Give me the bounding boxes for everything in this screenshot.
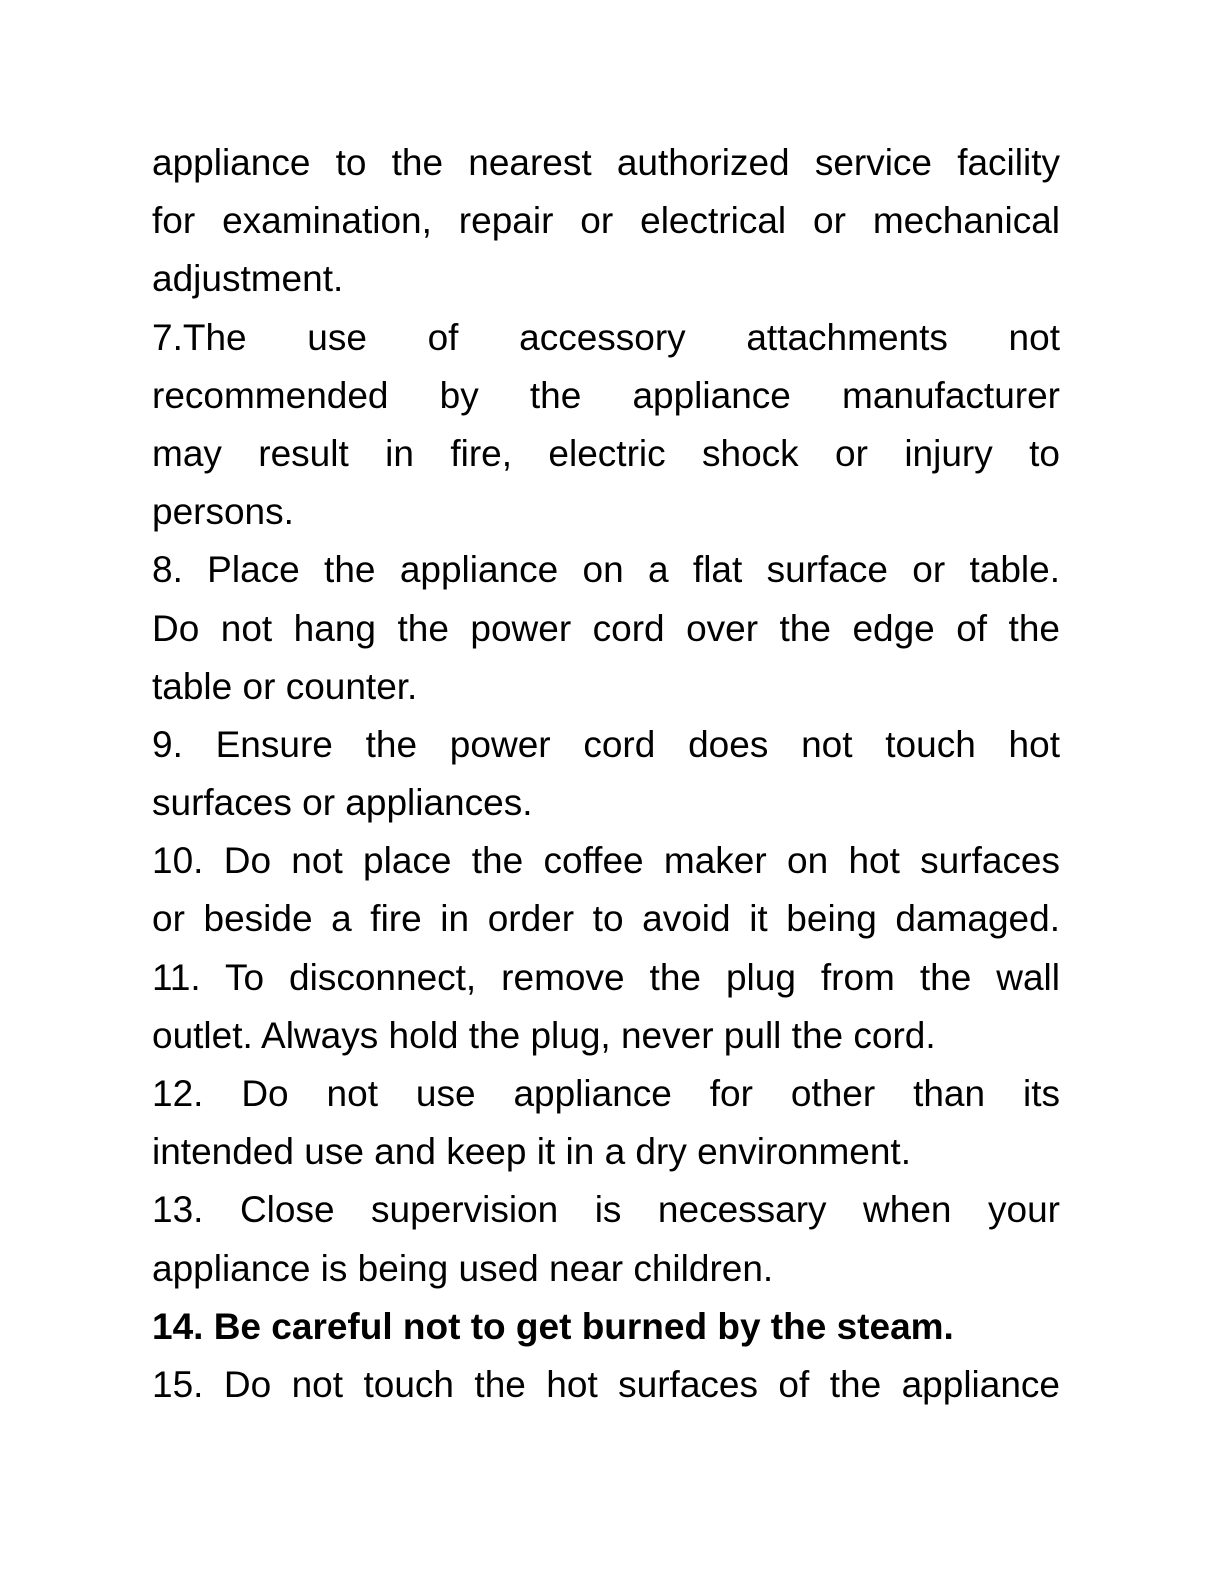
text-line: for examination, repair or electrical or mechanical <box>152 200 1060 242</box>
text-line: appliance is being used near children. <box>152 1247 774 1289</box>
text-line: Do not hang the power cord over the edge of the <box>152 607 1060 649</box>
text-line: 7.The use of accessory attachments not <box>152 316 1060 358</box>
text-line: 12. Do not use appliance for other than its <box>152 1073 1060 1114</box>
text-line: 11. To disconnect, remove the plug from the wall <box>152 956 1060 998</box>
text-line: 15. Do not touch the hot surfaces of the appliance <box>152 1363 1060 1405</box>
text-line: 8. Place the appliance on a flat surface or table. <box>152 549 1060 591</box>
text-line: table or counter. <box>152 665 418 707</box>
warning-line: 14. Be careful not to get burned by the steam. <box>152 1305 954 1347</box>
text-line: surfaces or appliances. <box>152 782 533 824</box>
text-line: outlet. Always hold the plug, never pull the cord. <box>152 1014 936 1056</box>
text-line: recommended by the appliance manufacturer <box>152 374 1060 416</box>
text-line: adjustment. <box>152 258 344 300</box>
text-line: intended use and keep it in a dry environment. <box>152 1131 911 1173</box>
text-line: appliance to the nearest authorized service facility <box>152 142 1060 183</box>
text-line: 13. Close supervision is necessary when your <box>152 1189 1060 1231</box>
text-line: may result in fire, electric shock or injury to <box>152 432 1060 474</box>
text-line: or beside a fire in order to avoid it being damaged. <box>152 898 1060 940</box>
text-line: 10. Do not place the coffee maker on hot surfaces <box>152 840 1060 882</box>
text-line: 9. Ensure the power cord does not touch hot <box>152 723 1060 765</box>
instruction-text-block <box>152 134 1060 1414</box>
text-line: persons. <box>152 491 294 533</box>
